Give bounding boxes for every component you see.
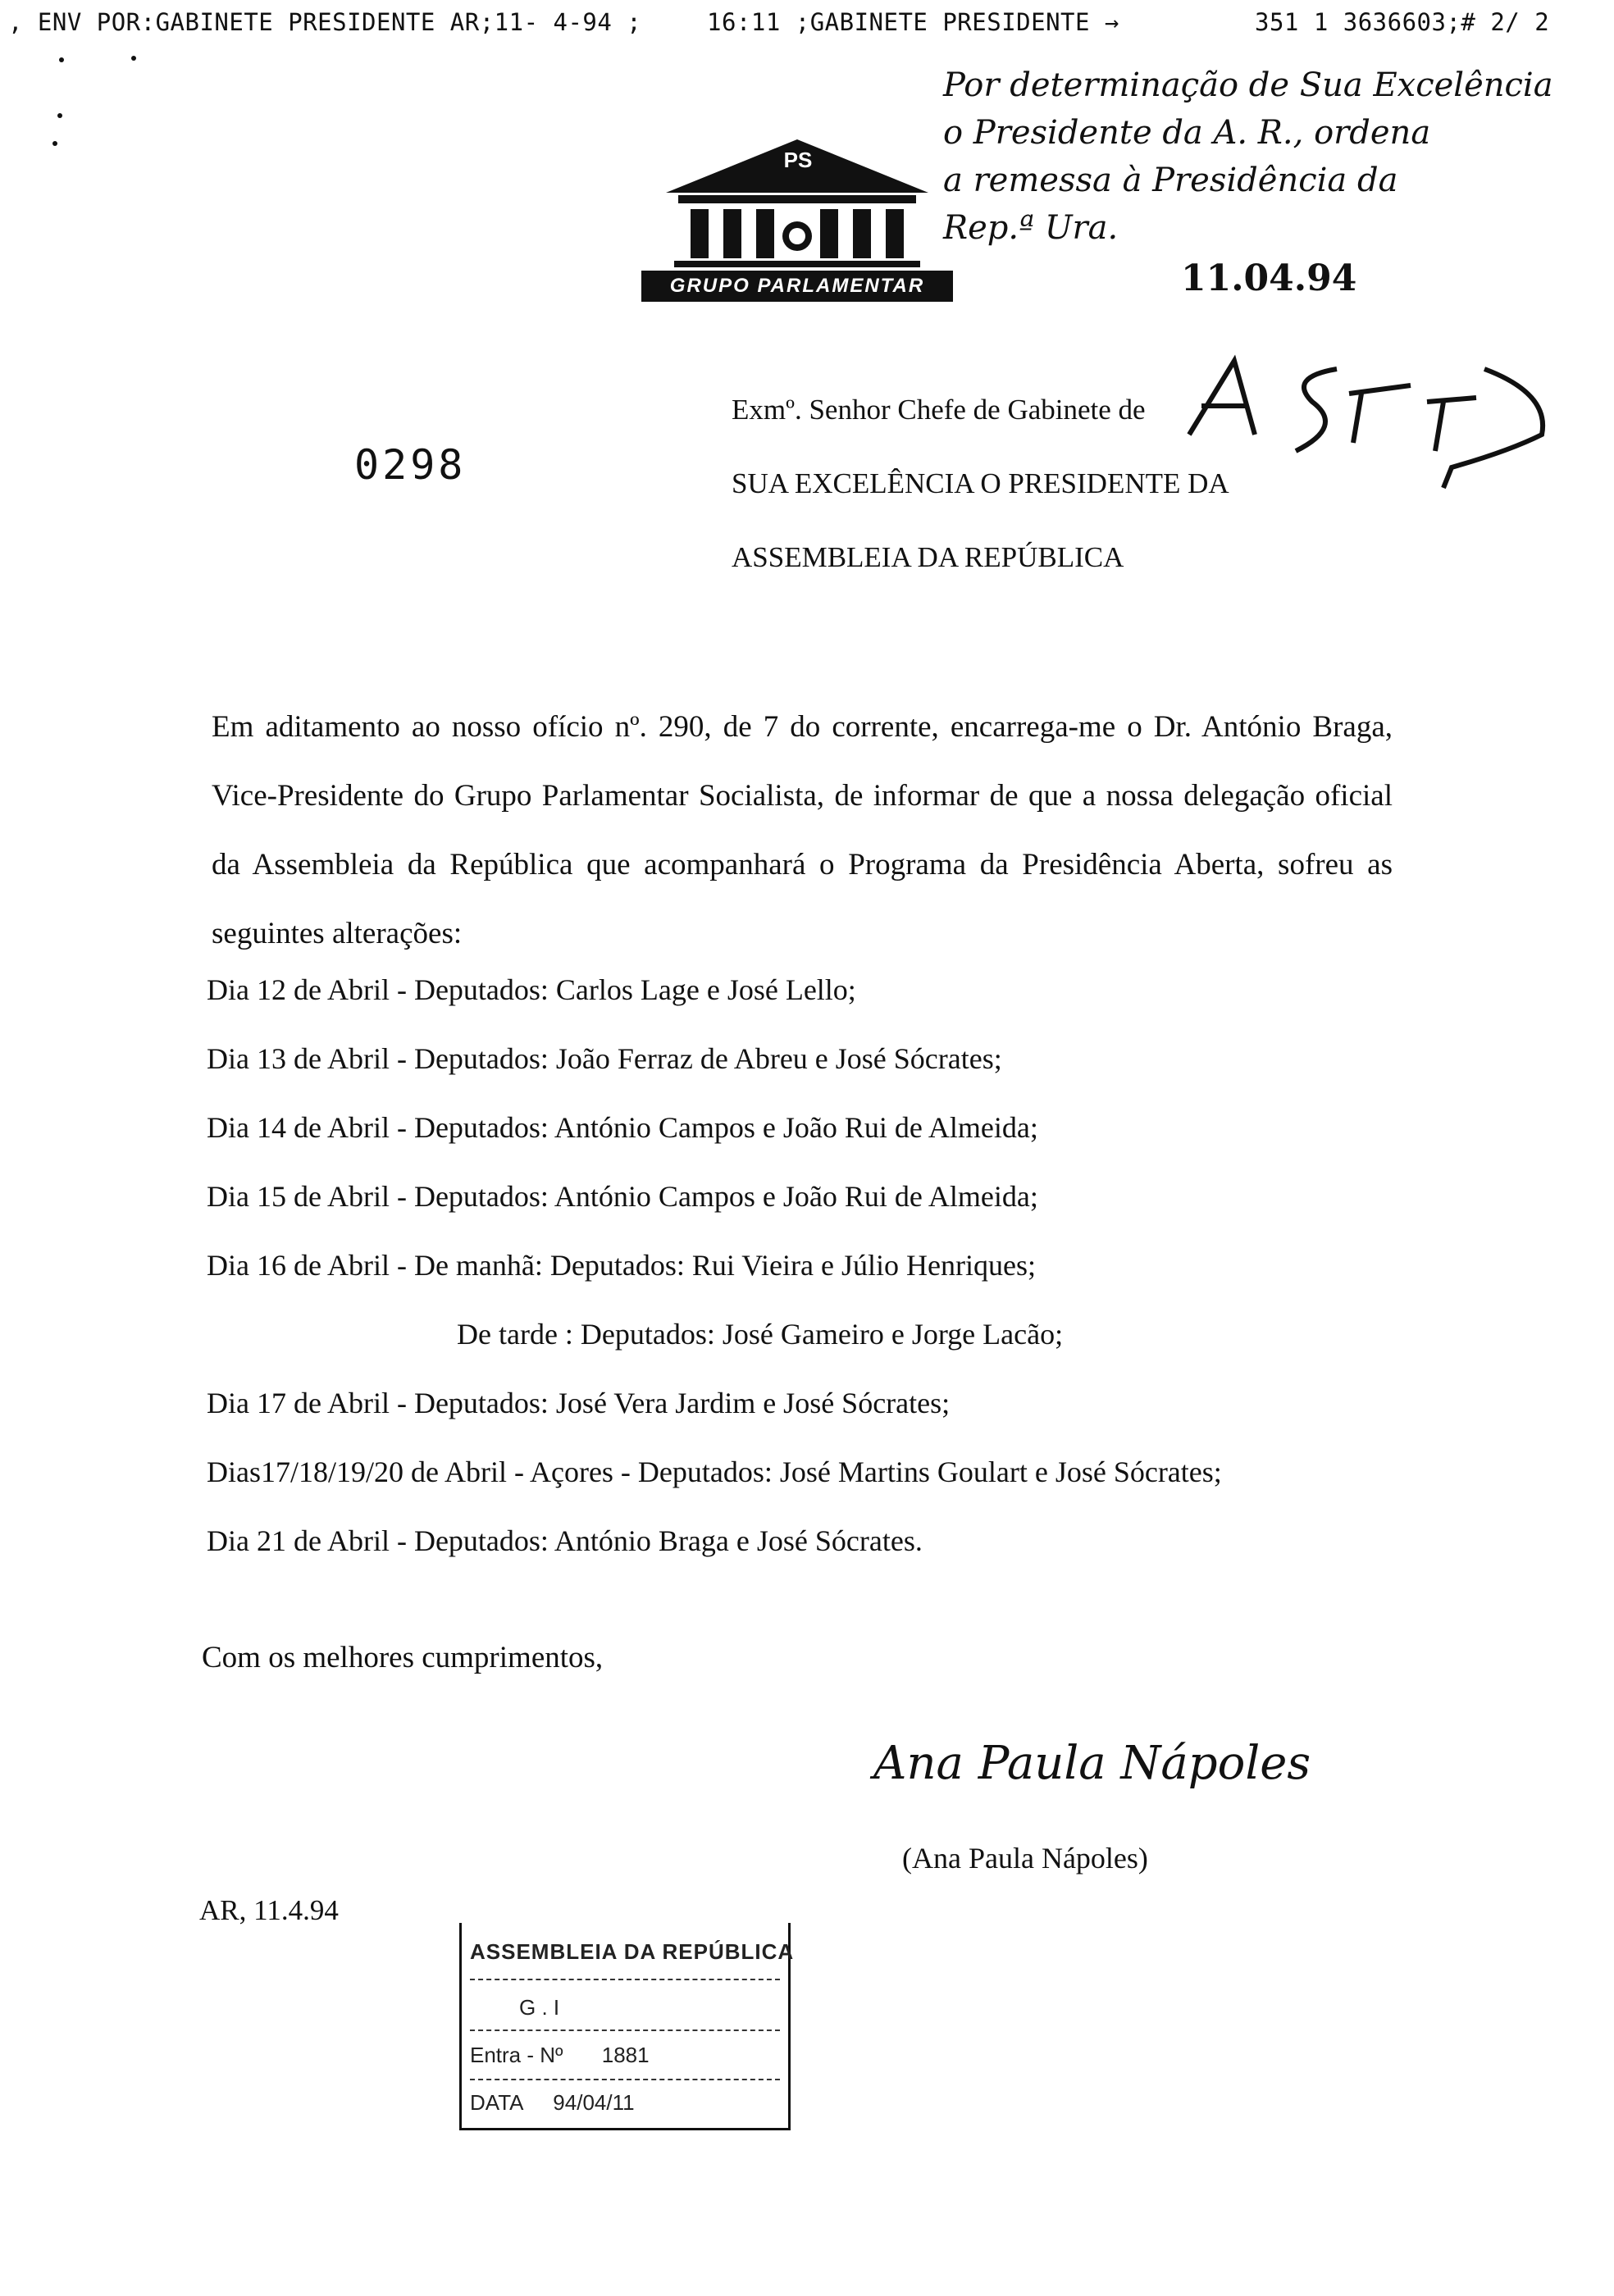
- stamp-entry: [470, 2043, 780, 2068]
- registry-stamp: [459, 1923, 795, 2130]
- stamp-office: G . I: [519, 1995, 560, 2020]
- scan-speck: [57, 113, 62, 118]
- closing-line: Com os melhores cumprimentos,: [202, 1641, 604, 1674]
- delegation-schedule: [207, 955, 1222, 1575]
- schedule-item: Dia 14 de Abril - Deputados: António Campos e João Rui de Almeida;: [207, 1111, 1038, 1144]
- stamp-divider: [470, 1979, 780, 1980]
- place-date: AR, 11.4.94: [199, 1894, 339, 1926]
- logo-ps-text: PS: [783, 148, 813, 172]
- handwritten-annotation: [943, 61, 1583, 303]
- annotation-date: 11.04.94: [1181, 257, 1357, 299]
- annotation-line: o Presidente da A. R., ordena: [943, 114, 1431, 152]
- stamp-title: ASSEMBLEIA DA REPÚBLICA: [470, 1939, 795, 1964]
- stamp-date: [470, 2090, 780, 2116]
- party-logo: [641, 131, 953, 308]
- stamp-divider: [470, 2029, 780, 2031]
- letter-body: [212, 693, 1393, 968]
- annotation-line: Rep.ª Ura.: [943, 209, 1119, 247]
- schedule-item: Dia 13 de Abril - Deputados: João Ferraz de Abreu e José Sócrates;: [207, 1042, 1002, 1075]
- schedule-item: Dia 15 de Abril - Deputados: António Campos e João Rui de Almeida;: [207, 1180, 1038, 1213]
- annotation-line: a remessa à Presidência da: [943, 162, 1398, 199]
- fax-header-destination: 16:11 ;GABINETE PRESIDENTE →: [707, 8, 1119, 36]
- schedule-item: Dias17/18/19/20 de Abril - Açores - Deputados: José Martins Goulart e José Sócrates;: [207, 1456, 1222, 1488]
- scan-speck: [131, 56, 136, 61]
- schedule-item: Dia 12 de Abril - Deputados: Carlos Lage e José Lello;: [207, 973, 856, 1006]
- handwritten-signature: Ana Paula Nápoles: [873, 1737, 1311, 1790]
- addressee-line: SUA EXCELÊNCIA O PRESIDENTE DA: [732, 467, 1229, 499]
- annotation-line: Por determinação de Sua Excelência: [943, 66, 1553, 104]
- scan-speck: [52, 141, 57, 146]
- fax-header: [0, 8, 1614, 41]
- fax-header-number: 351 1 3636603;# 2/ 2: [1255, 8, 1550, 36]
- scan-speck: [59, 57, 64, 62]
- stamp-date-label: DATA: [470, 2090, 523, 2115]
- stamp-entry-label: Entra - Nº: [470, 2043, 563, 2067]
- logo-band-text: GRUPO PARLAMENTAR: [641, 271, 953, 302]
- stamp-divider: [470, 2079, 780, 2080]
- fax-header-sender: , ENV POR:GABINETE PRESIDENTE AR;11- 4-94 ;: [8, 8, 642, 36]
- schedule-item: Dia 16 de Abril - De manhã: Deputados: Rui Vieira e Júlio Henriques;: [207, 1249, 1036, 1282]
- intro-paragraph: Em aditamento ao nosso ofício nº. 290, de 7 do corrente, encarrega-me o Dr. António Braga, Vice-Presidente do Grupo Parlamentar Socialista, de informar de que a nossa delegação oficial da Assembleia da República que acompanhará o Programa da Presidência Aberta, sofreu as seguintes alterações:: [212, 710, 1393, 950]
- schedule-item: Dia 17 de Abril - Deputados: José Vera Jardim e José Sócrates;: [207, 1387, 951, 1419]
- schedule-item: Dia 21 de Abril - Deputados: António Braga e José Sócrates.: [207, 1524, 923, 1557]
- addressee-block: [732, 373, 1229, 594]
- addressee-line: Exmº. Senhor Chefe de Gabinete de: [732, 394, 1146, 426]
- reference-number: 0298: [354, 441, 467, 489]
- signer-name: (Ana Paula Nápoles): [902, 1842, 1148, 1875]
- stamp-entry-value: 1881: [601, 2043, 650, 2067]
- addressee-line: ASSEMBLEIA DA REPÚBLICA: [732, 541, 1124, 573]
- schedule-item: De tarde : Deputados: José Gameiro e Jorge Lacão;: [457, 1318, 1064, 1351]
- stamp-date-value: 94/04/11: [553, 2090, 635, 2115]
